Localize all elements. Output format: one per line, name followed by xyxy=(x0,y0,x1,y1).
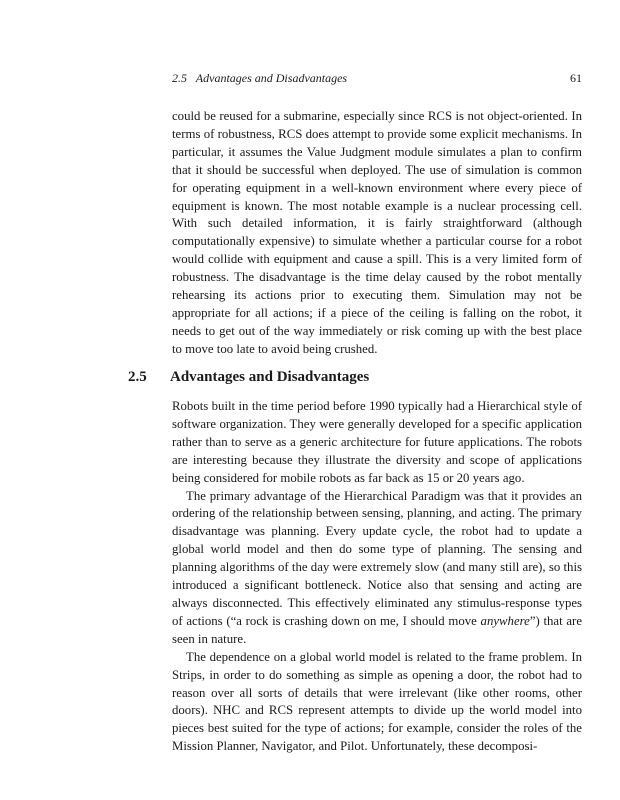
section-title: Advantages and Disadvantages xyxy=(170,369,370,385)
continued-paragraph: could be reused for a submarine, especially since RCS is not object-oriented. In terms of robustness, RCS does attempt to provide some explicit mechanisms. In particular, it assumes the Value Judgment module simulates a plan to confirm that it should be successful when deployed. The use of simulation is common for operating equipment in a well-known environment where every piece of equipment is known. The most notable example is a nuclear processing cell. With such detailed information, it is fairly straightforward (although computationally expensive) to simulate whether a particular course for a robot would collide with equipment and cause a spill. This is a very limited form of robustness. The disadvantage is the time delay caused by the robot mentally rehearsing its actions prior to executing them. Simulation may not be appropriate for all actions; if a piece of the ceiling is falling on the robot, it needs to get out of the way immediately or risk coming up with the best place to move too late to avoid being crushed. xyxy=(172,109,582,356)
paragraph-2-text-b: ”) that are seen in nature. xyxy=(172,613,582,646)
page-number: 61 xyxy=(570,71,582,85)
continued-text-block xyxy=(172,108,582,359)
paragraph-3: The dependence on a global world model is related to the frame problem. In Strips, in order to do something as simple as opening a door, the robot had to reason over all sorts of details that were irrelevant (like other rooms, other doors). NHC and RCS represent attempts to divide up the world model into pieces best suited for the type of actions; for example, consider the roles of the Mission Planner, Navigator, and Pilot. Unfortunately, these decomposi- xyxy=(172,649,582,754)
section-body xyxy=(172,398,582,756)
running-head-section: 2.5 Advantages and Disadvantages xyxy=(172,71,348,85)
paragraph-2-text-a: The primary advantage of the Hierarchical Paradigm was that it provides an ordering of the relationship between sensing, planning, and acting. The primary disadvantage was planning. Every update cycle, the robot had to update a global world model and then do some type of planning. The sensing and planning algorithms of the day were extremely slow (and many still are), so this introduced a significant bottleneck. Notice also that sensing and acting are always disconnected. This effectively eliminated any stimulus-response types of actions (“a rock is crashing down on me, I should move xyxy=(172,488,582,628)
running-head xyxy=(172,70,582,86)
section-number: 2.5 xyxy=(128,369,147,385)
paragraph-2 xyxy=(172,488,582,649)
section-heading xyxy=(128,367,369,387)
paragraph-1: Robots built in the time period before 1990 typically had a Hierarchical style of software organization. They were generally developed for a specific application rather than to serve as a generic architecture for future applications. The robots are interesting because they illustrate the diversity and scope of applications being considered for mobile robots as far back as 15 or 20 years ago. xyxy=(172,399,582,485)
paragraph-2-emphasis: anywhere xyxy=(480,613,530,628)
